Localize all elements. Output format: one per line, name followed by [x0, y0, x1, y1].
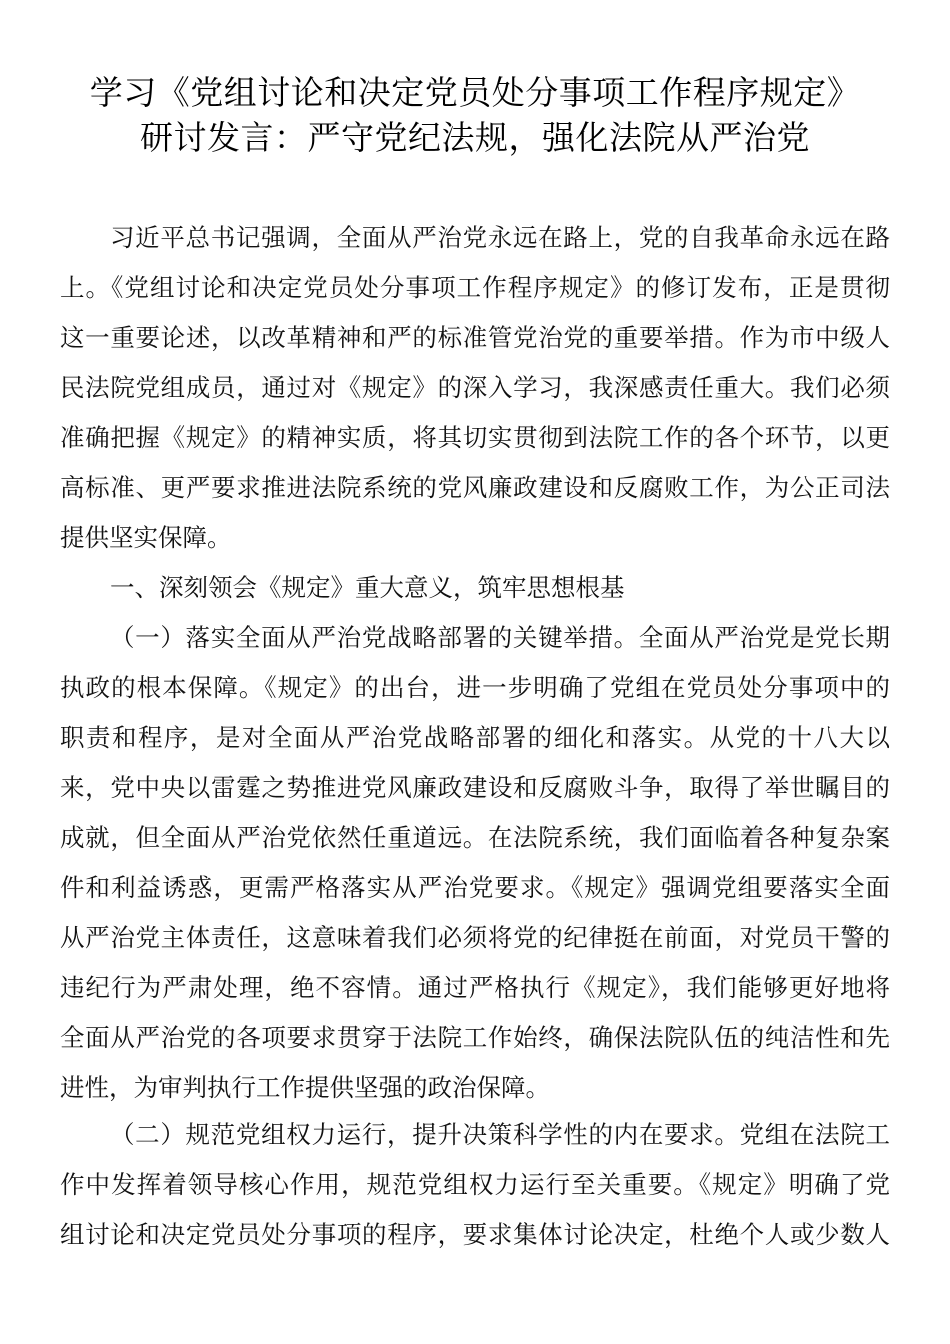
paragraph-line: 件和利益诱惑，更需严格落实从严治党要求。《规定》强调党组要落实全面 [60, 873, 890, 902]
paragraph-line: 作中发挥着领导核心作用，规范党组权力运行至关重要。《规定》明确了党 [60, 1170, 890, 1199]
paragraph-line: 来，党中央以雷霆之势推进党风廉政建设和反腐败斗争，取得了举世瞩目的 [60, 773, 890, 802]
paragraph-line: 高标准、更严要求推进法院系统的党风廉政建设和反腐败工作，为公正司法 [60, 473, 890, 502]
paragraph-line: 这一重要论述，以改革精神和严的标准管党治党的重要举措。作为市中级人 [60, 323, 890, 352]
paragraph-line: 习近平总书记强调，全面从严治党永远在路上，党的自我革命永远在路 [110, 223, 890, 252]
paragraph-line: 上。《党组讨论和决定党员处分事项工作程序规定》的修订发布，正是贯彻 [60, 273, 890, 302]
paragraph-line: （二）规范党组权力运行，提升决策科学性的内在要求。党组在法院工 [110, 1120, 890, 1149]
document-title-line-1: 学习《党组讨论和决定党员处分事项工作程序规定》 [89, 73, 861, 112]
paragraph-line: 准确把握《规定》的精神实质，将其切实贯彻到法院工作的各个环节，以更 [60, 423, 890, 452]
paragraph-line: （一）落实全面从严治党战略部署的关键举措。全面从严治党是党长期 [110, 623, 890, 652]
paragraph-line: 从严治党主体责任，这意味着我们必须将党的纪律挺在前面，对党员干警的 [60, 923, 890, 952]
section-heading-1 [60, 563, 890, 613]
paragraph-line: 成就，但全面从严治党依然任重道远。在法院系统，我们面临着各种复杂案 [60, 823, 890, 852]
paragraph-line: 民法院党组成员，通过对《规定》的深入学习，我深感责任重大。我们必须 [60, 373, 890, 402]
paragraph-line: 执政的根本保障。《规定》的出台，进一步明确了党组在党员处分事项中的 [60, 673, 890, 702]
document-title-line-2: 研讨发言：严守党纪法规，强化法院从严治党 [140, 118, 810, 157]
paragraph-line: 提供坚实保障。 [60, 523, 232, 552]
paragraph-intro [60, 213, 890, 563]
paragraph-line: 全面从严治党的各项要求贯穿于法院工作始终，确保法院队伍的纯洁性和先 [60, 1023, 890, 1052]
paragraph-line: 职责和程序，是对全面从严治党战略部署的细化和落实。从党的十八大以 [60, 723, 890, 752]
paragraph-section-1-2 [60, 1110, 890, 1260]
paragraph-line: 进性，为审判执行工作提供坚强的政治保障。 [60, 1073, 550, 1102]
paragraph-line: 违纪行为严肃处理，绝不容情。通过严格执行《规定》，我们能够更好地将 [60, 973, 890, 1002]
section-heading-text: 一、深刻领会《规定》重大意义，筑牢思想根基 [110, 573, 625, 602]
paragraph-line: 组讨论和决定党员处分事项的程序，要求集体讨论决定，杜绝个人或少数人 [60, 1220, 890, 1249]
paragraph-section-1-1 [60, 613, 890, 1113]
